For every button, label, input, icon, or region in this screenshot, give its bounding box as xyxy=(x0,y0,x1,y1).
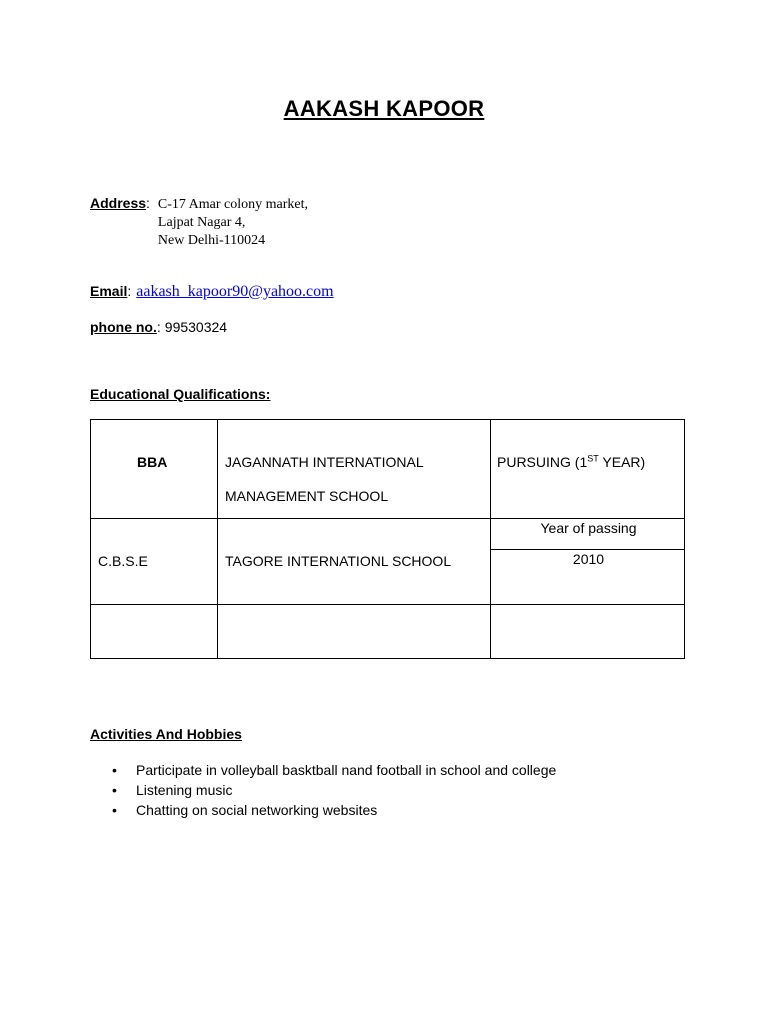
status-superscript: ST xyxy=(587,453,599,464)
page-title: AAKASH KAPOOR xyxy=(283,96,485,121)
table-column-divider xyxy=(490,420,491,658)
address-line-3: New Delhi-110024 xyxy=(157,233,266,248)
phone-value: 99530324 xyxy=(164,319,228,335)
list-item-text: Participate in volleyball basktball nand football in school and college xyxy=(136,762,557,778)
list-item xyxy=(112,780,556,800)
email-colon: : xyxy=(127,283,132,299)
bullet-icon: • xyxy=(112,802,117,818)
phone-section xyxy=(90,319,227,335)
degree-cell: C.B.S.E xyxy=(98,553,148,569)
status-label-cell: Year of passing xyxy=(540,520,637,536)
hobby-list xyxy=(112,760,556,820)
list-item xyxy=(112,800,556,820)
address-line-1: C-17 Amar colony market, xyxy=(157,197,308,212)
bullet-icon: • xyxy=(112,762,117,778)
table-row-divider xyxy=(91,604,684,605)
email-link[interactable]: aakash_kapoor90@yahoo.com xyxy=(136,283,334,300)
email-section xyxy=(90,283,334,301)
degree-cell: BBA xyxy=(137,454,168,470)
table-row-divider xyxy=(91,518,684,519)
address-section xyxy=(90,195,308,250)
education-heading: Educational Qualifications: xyxy=(90,386,271,402)
institution-cell: TAGORE INTERNATIONL SCHOOL xyxy=(225,553,452,569)
address-line-2: Lajpat Nagar 4, xyxy=(157,215,246,230)
status-suffix: YEAR) xyxy=(598,454,646,470)
activities-heading: Activities And Hobbies xyxy=(90,726,242,742)
status-value-cell: 2010 xyxy=(572,551,605,567)
phone-colon: : xyxy=(156,319,161,335)
institution-cell-line-1: JAGANNATH INTERNATIONAL xyxy=(225,454,424,470)
status-prefix: PURSUING (1 xyxy=(497,454,588,470)
bullet-icon: • xyxy=(112,782,117,798)
list-item xyxy=(112,760,556,780)
table-subrow-divider xyxy=(491,549,684,550)
address-colon: : xyxy=(146,195,150,211)
list-item-text: Listening music xyxy=(136,782,233,798)
address-lines xyxy=(158,196,308,250)
phone-label: phone no. xyxy=(90,319,157,335)
table-column-divider xyxy=(217,420,218,658)
list-item-text: Chatting on social networking websites xyxy=(136,802,378,818)
education-table xyxy=(90,419,685,659)
address-label: Address xyxy=(90,195,147,211)
institution-cell-line-2: MANAGEMENT SCHOOL xyxy=(225,488,389,504)
email-label: Email xyxy=(90,283,128,299)
status-cell xyxy=(497,454,645,470)
